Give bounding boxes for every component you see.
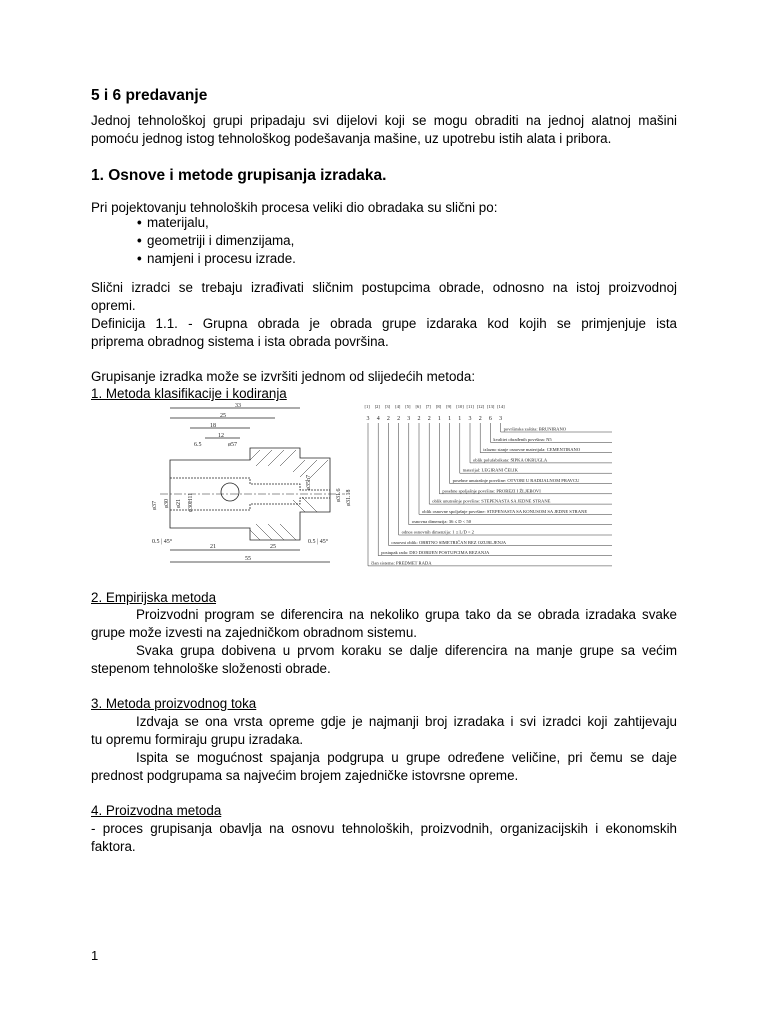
code-position-label: [14] [497,404,505,409]
dim-left-4: ø30H11 [188,492,194,512]
method-2-p1-line-1: Proizvodni program se diferencira na nekoliko grupa tako da se obrada izradaka svake [136,607,677,622]
code-position-label: [4] [395,404,401,409]
definition-line-1: Definicija 1.1. - Grupna obrada je obrada grupe izdaraka kod kojih se primjenjuje ista [91,316,677,331]
code-row-label: izlazno stanje osnovne materijala: CEMENTIRANO [483,447,581,453]
code-row-label: postupak rada: DIO DOBIJEN POSTUPCIMA REZANJA [381,550,490,556]
dim-top-25: 25 [220,413,226,419]
method-3-heading: 3. Metoda proizvodnog toka [91,696,257,711]
list-item: • geometriji i dimenzijama, [137,232,296,250]
code-digit: 2 [397,416,401,422]
page-title: 5 i 6 predavanje [91,87,208,104]
intro-line-2: pomoću jednog istog tehnološkog podešavanja mašine, uz upotrebu istih alata i pribora. [91,131,612,146]
code-digit: 4 [376,416,380,422]
criteria-list [137,214,296,268]
dim-top-18: 18 [210,423,216,429]
dim-top-o57: ø57 [228,442,237,448]
code-position-label: [13] [486,404,495,409]
code-row-label: kvalitet obrađenih površina: N5 [493,436,552,442]
code-row-label: posebne unutrašnje površine: OTVORI U RADIJALNOM PRAVCU [452,478,580,483]
dim-top-12: 12 [218,433,224,439]
dim-right-1: ø35h7 [306,475,312,490]
dim-top-6-5: 6.5 [194,442,202,448]
code-digit: 3 [499,416,503,422]
code-position-label: [2] [374,404,380,409]
classification-code-figure [150,400,620,570]
page-number: 1 [91,948,99,963]
list-item: • namjeni i procesu izrade. [137,250,296,268]
code-row-label: odnos osnovnih dimenzija: 1 ≤ L/D < 2 [401,529,474,535]
definition-line-2: priprema obradnog sistema i ista obrada površina. [91,334,389,349]
code-digit: 6 [488,416,492,422]
method-2-p1-line-2: grupe može izvesti na zajedničkom obradnom sistemu. [91,625,417,640]
code-position-label: [8] [435,404,442,409]
code-row-label: posebne spoljašnje površine: PROREZI I ŽLJEBOVI [442,488,541,494]
code-digit: 1 [437,416,441,422]
section-1-lead: Pri pojektovanju tehnoloških procesa veliki dio obradaka su slični po: [91,200,498,215]
code-position-label: [1] [364,404,370,409]
method-3-p1-line-1: Izdvaja se ona vrsta opreme gdje je najmanji broj izradaka i svi izradci koji zahtijevaju [136,714,677,729]
code-digit: 2 [386,416,390,422]
code-row-label: oblik polufabrikata: ŠIPKA OKRUGLA [473,457,548,463]
method-2-p2-line-1: Svaka grupa dobivena u prvom koraku se dalje diferencira na manje grupe sa većim [136,643,677,658]
code-position-label: [11] [466,404,474,409]
similar-parts-line-1: Slični izradci se trebaju izrađivati sličnim postupcima obrade, odnosno na istoj proizvodnoj [91,280,677,295]
dim-right-3: ø31.18 [346,489,352,506]
method-2-heading: 2. Empirijska metoda [91,590,217,605]
dim-bottom-25: 25 [270,544,276,550]
method-1-heading: 1. Metoda klasifikacije i kodiranja [91,386,287,401]
dim-bottom-55: 55 [245,556,251,562]
dim-left-2: ø30 [164,499,170,508]
code-digit: 2 [427,416,431,422]
method-3-p2-line-2: prednost podgrupama sa najvećim brojem zajedničke istovrsne opreme. [91,768,519,783]
method-4-p1-line-2: faktora. [91,839,136,854]
dim-left-1: ø37 [152,501,158,510]
dim-left-3: ø21 [176,499,182,508]
code-position-label: [10] [456,404,464,409]
code-digit: 2 [478,416,482,422]
section-1-heading: 1. Osnove i metode grupisanja izradaka. [91,167,387,184]
dim-right-2: ø31.6 [336,488,342,502]
dim-bottom-chamfer-right: 0.5 | 45° [308,539,329,545]
code-row-label: površinska zaštita: BRUNIRANO [503,426,567,432]
code-row-label: osnovni oblik: OBRTNO SIMETRIČAN BEZ OZUBLJENJA [391,539,507,545]
code-digit: 2 [417,416,421,422]
code-digit: 1 [448,416,452,422]
dim-bottom-21: 21 [210,544,216,550]
similar-parts-line-2: opremi. [91,298,136,313]
code-digit: 1 [458,416,462,422]
code-row-label: materijal: LEGIRANI ČELIK [462,467,518,473]
method-2-p2-line-2: stepenom tehnološke složenosti obrade. [91,661,331,676]
code-position-label: [7] [425,404,431,409]
methods-lead: Grupisanje izradka može se izvršiti jednom od slijedećih metoda: [91,369,476,384]
code-digit: 3 [366,416,370,422]
list-item: • materijalu, [137,214,296,232]
dim-top-33: 33 [235,403,241,409]
method-4-p1-line-1: - proces grupisanja obavlja na osnovu tehnoloških, proizvodnih, organizacijskih i ekonomskih [91,821,677,836]
code-digit: 3 [407,416,411,422]
code-digit: 3 [468,416,472,422]
code-position-label: [5] [405,404,411,409]
code-row-label: oblik unutrašnje površine: STEPENASTA SA JEDNE STRANE [432,498,551,504]
code-position-label: [3] [384,404,391,409]
code-chart [365,404,613,566]
code-position-label: [6] [415,404,421,409]
code-position-label: [12] [476,404,485,409]
code-position-label: [9] [446,404,452,409]
method-3-p2-line-1: Ispita se mogućnost spajanja podgrupa u grupe određene veličine, pri čemu se daje [136,750,677,765]
method-4-heading: 4. Proizvodna metoda [91,803,222,818]
dim-bottom-chamfer-left: 0.5 | 45° [152,539,173,545]
code-row-label: član sistema: PREDMET RADA [371,560,432,566]
code-row-label: osnovna dimenzija: 36 ≤ D < 50 [411,519,472,525]
intro-line-1: Jednoj tehnološkoj grupi pripadaju svi dijelovi koji se mogu obraditi na jednoj alatnoj mašini [91,113,677,128]
code-row-label: oblik osnovne spoljašnje površine: STEPENASTA SA KONUSOM SA JEDNE STRANE [422,508,588,514]
method-3-p1-line-2: tu opremu formiraju grupu izradaka. [91,732,304,747]
